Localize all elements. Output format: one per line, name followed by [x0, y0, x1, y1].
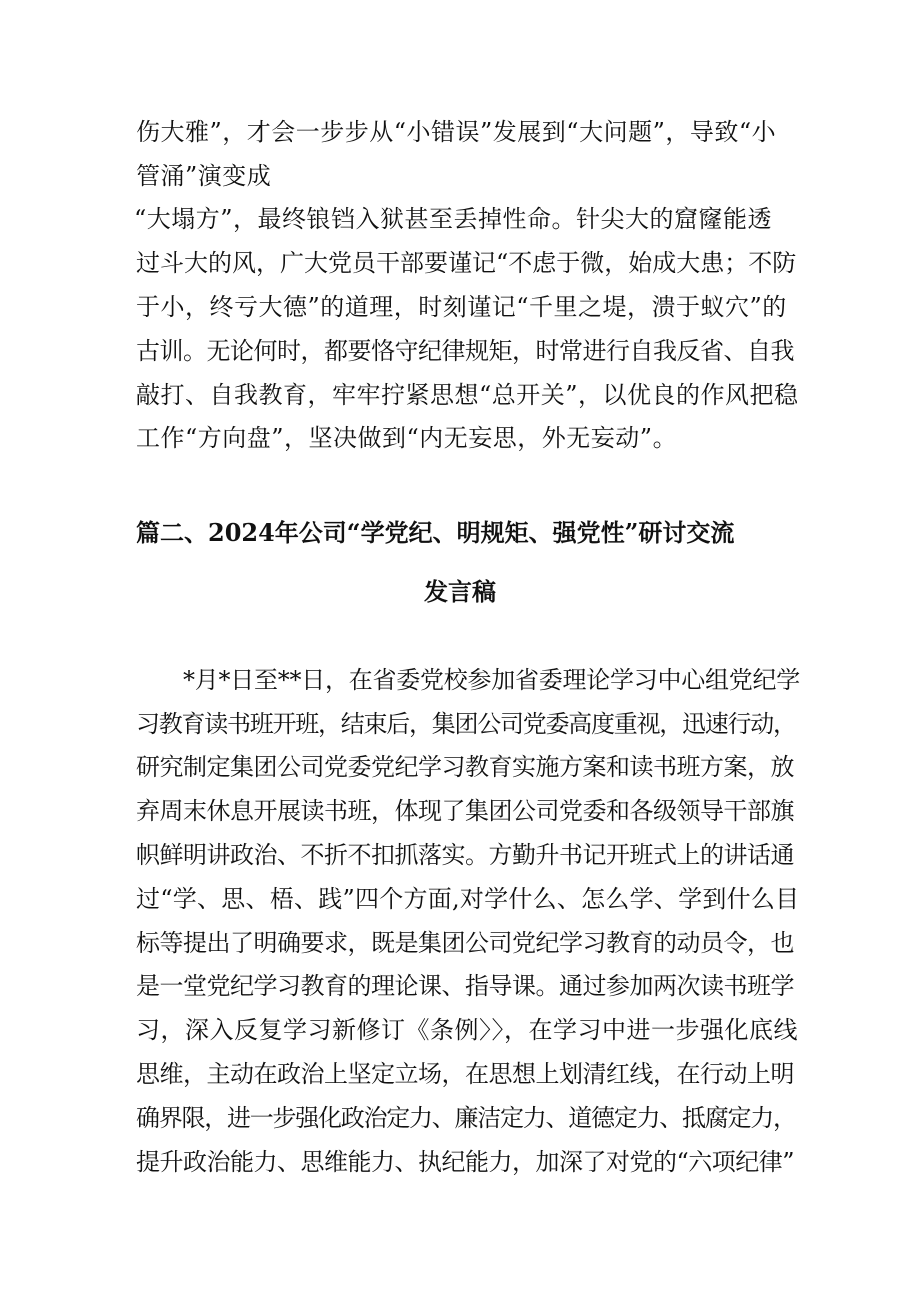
section-heading-continuation: 发言稿 — [424, 577, 496, 606]
paragraph-line: “大塌方”，最终锒铛入狱甚至丢掉性命。针尖大的窟窿能透 — [134, 205, 773, 233]
paragraph-line: 管涌”演变成 — [136, 162, 272, 190]
paragraph-line: 于小，终亏大德”的道理，时刻谨记“千里之堤，溃于蚁穴”的 — [136, 293, 787, 321]
paragraph-line: 帜鲜明讲政治、不折不扣抓落实。方勤升书记开班式上的讲话通 — [136, 841, 794, 869]
paragraph-line: 敲打、自我教育，牢牢拧紧思想“总开关”，以优良的作风把稳 — [136, 381, 799, 409]
paragraph-line: 标等提出了明确要求，既是集团公司党纪学习教育的动员令，也 — [136, 929, 794, 957]
paragraph-line: 弃周末休息开展读书班，体现了集团公司党委和各级领导干部旗 — [136, 797, 794, 825]
paragraph-line: 古训。无论何时，都要恪守纪律规矩，时常进行自我反省、自我 — [136, 337, 794, 365]
paragraph-line: 工作“方向盘”，坚决做到“内无妄思，外无妄动”。 — [136, 424, 678, 452]
paragraph-line: 伤大雅”，才会一步步从“小错误”发展到“大问题”，导致“小 — [136, 118, 777, 146]
paragraph-line: 思维，主动在政治上坚定立场，在思想上划清红线，在行动上明 — [136, 1060, 794, 1088]
paragraph-line: 过斗大的风，广大党员干部要谨记“不虑于微，始成大患；不防 — [136, 249, 797, 277]
paragraph-line: 习，深入反复学习新修订《条例〉〉，在学习中进一步强化底线 — [136, 1016, 798, 1044]
paragraph-line: 研究制定集团公司党委党纪学习教育实施方案和读书班方案，放 — [136, 753, 794, 781]
paragraph-line: 过“学、思、梧、践”四个方面,对学什么、怎么学、学到什么目 — [136, 885, 800, 913]
paragraph-line: 是一堂党纪学习教育的理论课、指导课。通过参加两次读书班学 — [136, 972, 794, 1000]
paragraph-line: 习教育读书班开班，结束后，集团公司党委高度重视，迅速行动， — [136, 710, 796, 738]
paragraph-line: 提升政治能力、思维能力、执纪能力，加深了对党的“六项纪律” — [136, 1148, 795, 1176]
paragraph-line: *月*日至**日，在省委党校参加省委理论学习中心组党纪学 — [183, 666, 800, 694]
paragraph-line: 确界限，进一步强化政治定力、廉洁定力、道德定力、抵腐定力， — [136, 1104, 796, 1132]
section-heading: 篇二、2024年公司“学党纪、明规矩、强党性”研讨交流 — [136, 518, 735, 547]
